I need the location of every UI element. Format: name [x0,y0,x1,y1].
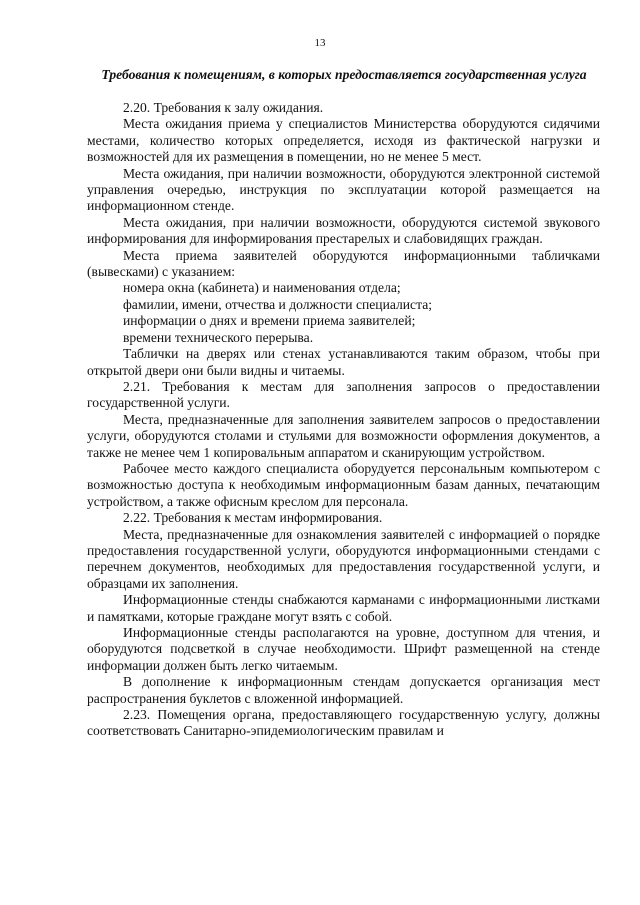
paragraph: Информационные стенды снабжаются карманами с информационными листками и памятками, которые граждане могут взять с собой. [87,592,600,624]
list-item: фамилии, имени, отчества и должности специалиста; [123,296,433,312]
list-item: времени технического перерыва. [123,329,314,345]
list-item: номера окна (кабинета) и наименования отдела; [123,280,401,296]
paragraph: Места ожидания приема у специалистов Министерства оборудуются сидячими местами, количество которых определяется, исходя из фактической нагрузки и возможностей для их размещения в помещении, но не менее 5 мест. [87,116,600,165]
paragraph-2-21: 2.21. Требования к местам для заполнения запросов о предоставлении государственной услуги. [87,378,600,411]
paragraph: Таблички на дверях или стенах устанавливаются таким образом, чтобы при открытой двери они были видны и читаемы. [87,346,600,378]
paragraph: Информационные стенды располагаются на уровне, доступном для чтения, и оборудуются подсветкой в случае необходимости. Шрифт размещенной на стенде информации должен быть легко читаемым. [87,625,600,673]
page-number: 13 [314,37,326,49]
paragraph: Места, предназначенные для заполнения заявителем запросов о предоставлении услуги, оборудуются столами и стульями для возможности оформления документов, а также не менее чем 1 копировальным аппаратом и сканирующим устройством. [87,411,600,460]
paragraph: Места, предназначенные для ознакомления заявителей с информацией о порядке предоставления государственной услуги, оборудуются информационными стендами с перечнем документов, необходимых для предоставления государственной услуги, и образцами их заполнения. [87,526,600,591]
paragraph-2-20: 2.20. Требования к залу ожидания. [123,100,324,115]
paragraph: Места ожидания, при наличии возможности, оборудуются системой звукового информирования для информирования престарелых и слабовидящих граждан. [87,214,600,247]
paragraph: Рабочее место каждого специалиста оборудуется персональным компьютером с возможностью доступа к необходимым информационным базам данных, печатающим устройством, а также офисным креслом для персонала. [87,460,600,509]
paragraph: В дополнение к информационным стендам допускается организация мест распространения буклетов с вложенной информацией. [87,674,600,706]
paragraph-2-22: 2.22. Требования к местам информирования. [123,510,383,526]
list-item: информации о днях и времени приема заявителей; [123,313,416,329]
body-text [87,100,600,740]
paragraph: Места приема заявителей оборудуются информационными табличками (вывесками) с указанием: [87,247,600,280]
paragraph-2-23: 2.23. Помещения органа, предоставляющего государственную услугу, должны соответствовать Санитарно-эпидемиологическим правилам и [87,707,600,739]
paragraph: Места ожидания, при наличии возможности, оборудуются электронной системой управления очередью, инструкция по эксплуатации которой размещается на информационном стенде. [87,165,600,214]
section-heading: Требования к помещениям, в которых предоставляется государственная услуга [101,67,587,82]
